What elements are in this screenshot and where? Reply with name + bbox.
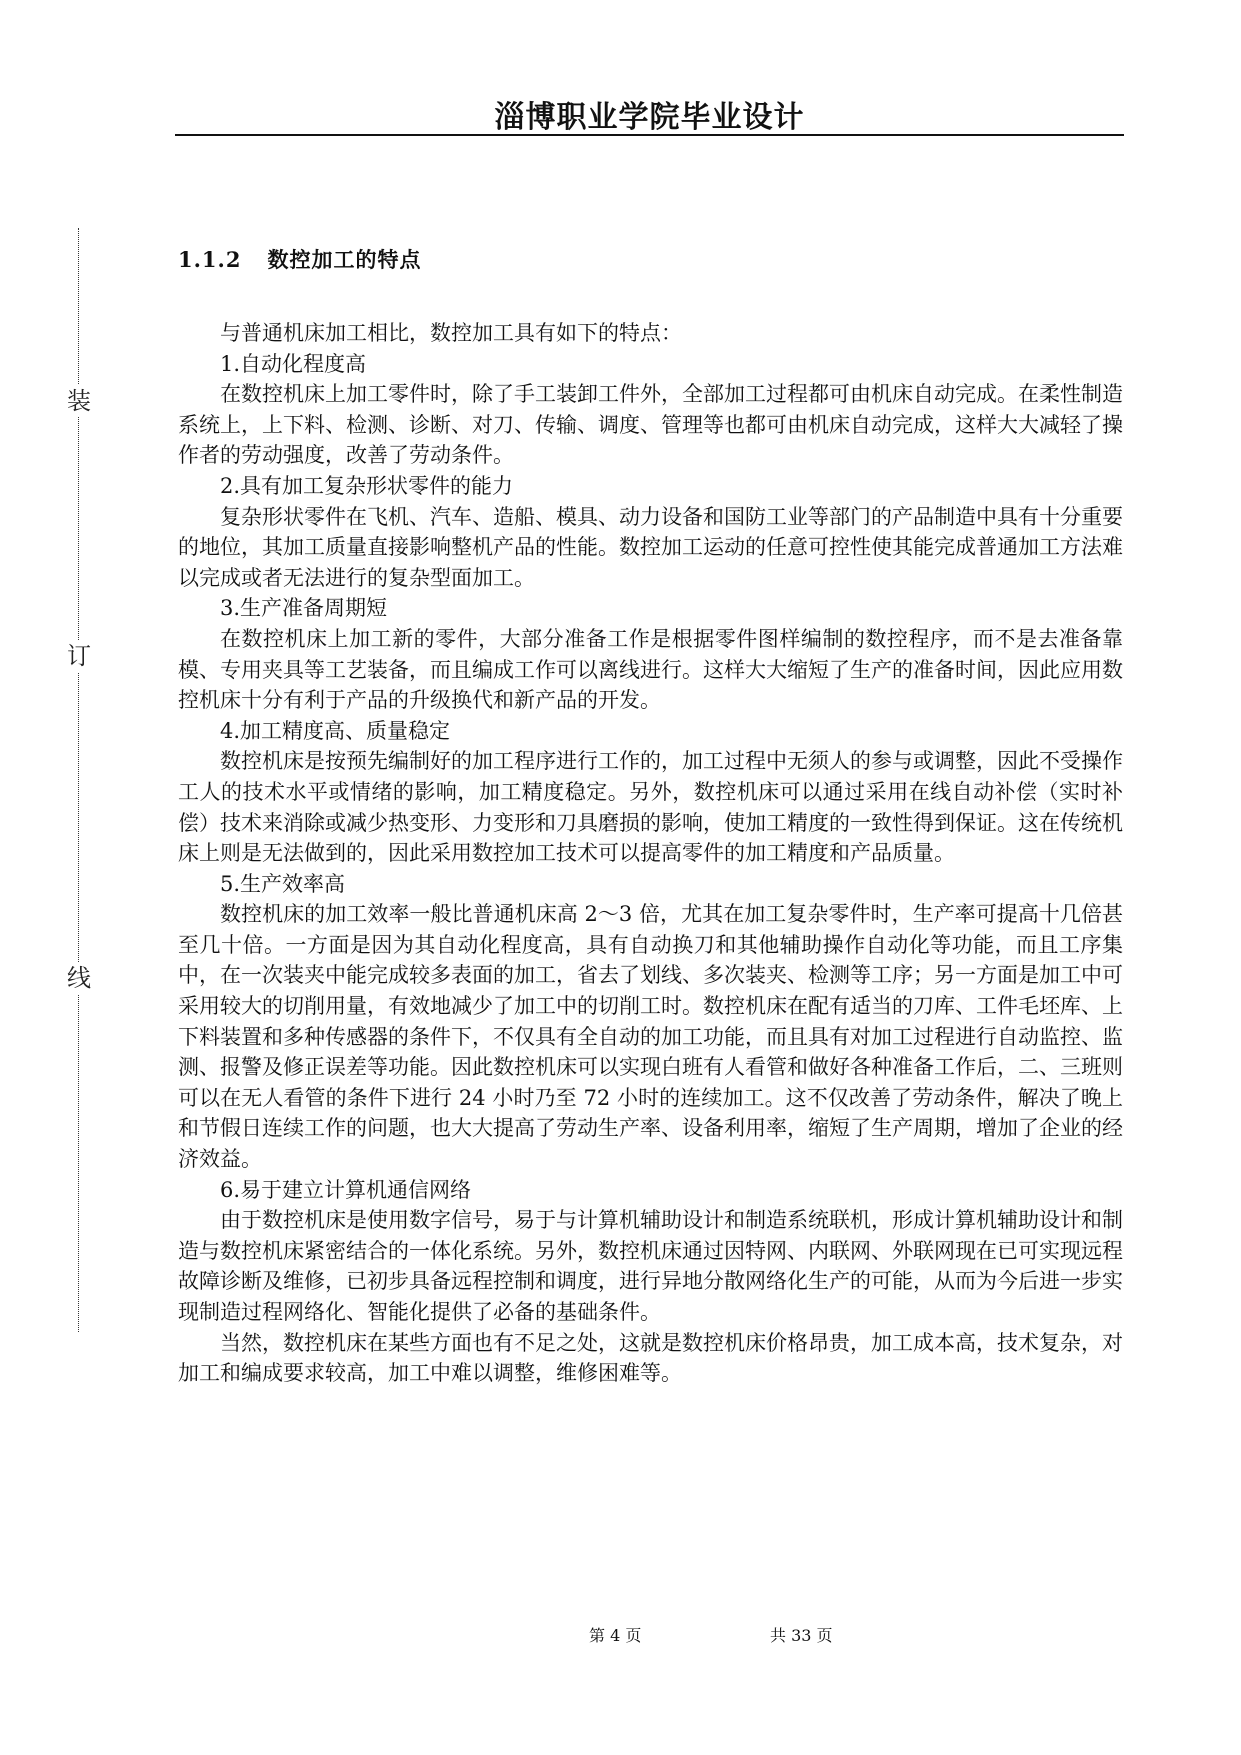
paragraph: 复杂形状零件在飞机、汽车、造船、模具、动力设备和国防工业等部门的产品制造中具有十分重要的地位，其加工质量直接影响整机产品的性能。数控加工运动的任意可控性使其能完成普通加工方法难以完成或者无法进行的复杂型面加工。 xyxy=(178,504,1123,590)
item-heading: 2.具有加工复杂形状零件的能力 xyxy=(220,473,514,498)
intro-paragraph: 与普通机床加工相比，数控加工具有如下的特点： xyxy=(220,321,682,345)
item-heading: 4.加工精度高、质量稳定 xyxy=(220,718,451,743)
body-text xyxy=(178,318,1123,1389)
paragraph: 由于数控机床是使用数字信号，易于与计算机辅助设计和制造系统联机，形成计算机辅助设计和制造与数控机床紧密结合的一体化系统。另外，数控机床通过因特网、内联网、外联网现在已可实现远程故障诊断及维修，已初步具备远程控制和调度，进行异地分散网络化生产的可能，从而为今后进一步实现制造过程网络化、智能化提供了必备的基础条件。 xyxy=(178,1208,1123,1324)
section-heading xyxy=(178,244,421,274)
paragraph: 在数控机床上加工新的零件，大部分准备工作是根据零件图样编制的数控程序，而不是去准备靠模、专用夹具等工艺装备，而且编成工作可以离线进行。这样大大缩短了生产的准备时间，因此应用数控机床十分有利于产品的升级换代和新产品的开发。 xyxy=(178,626,1123,713)
item-heading: 6.易于建立计算机通信网络 xyxy=(220,1177,472,1202)
paragraph: 数控机床的加工效率一般比普通机床高 2～3 倍，尤其在加工复杂零件时，生产率可提高十几倍甚至几十倍。一方面是因为其自动化程度高，具有自动换刀和其他辅助操作自动化等功能，而且工序集中，在一次装夹中能完成较多表面的加工，省去了划线、多次装夹、检测等工序；另一方面是加工中可采用较大的切削用量，有效地减少了加工中的切削工时。数控机床在配有适当的刀库、工件毛坯库、上下料装置和多种传感器的条件下，不仅具有全自动的加工功能，而且具有对加工过程进行自动监控、监测、报警及修正误差等功能。因此数控机床可以实现白班有人看管和做好各种准备工作后，二、三班则可以在无人看管的条件下进行 24 小时乃至 72 小时的连续加工。这不仅改善了劳动条件，解决了晚上和节假日连续工作的问题，也大大提高了劳动生产率、设备利用率，缩短了生产周期，增加了企业的经济效益。 xyxy=(178,902,1123,1172)
page-number: 第 4 页 xyxy=(589,1626,642,1645)
item-heading: 1.自动化程度高 xyxy=(220,351,367,376)
binding-char-ding: 订 xyxy=(67,642,91,670)
binding-char-zhuang: 装 xyxy=(67,387,91,415)
section-title: 数控加工的特点 xyxy=(267,247,422,272)
binding-char-xian: 线 xyxy=(67,964,91,992)
section-number: 1.1.2 xyxy=(178,247,242,272)
item-heading: 5.生产效率高 xyxy=(220,871,346,896)
page-total: 共 33 页 xyxy=(770,1626,833,1645)
closing-paragraph: 当然，数控机床在某些方面也有不足之处，这就是数控机床价格昂贵，加工成本高，技术复杂，对加工和编成要求较高，加工中难以调整，维修困难等。 xyxy=(178,1330,1123,1386)
item-heading: 3.生产准备周期短 xyxy=(220,596,388,621)
header-rule xyxy=(175,134,1124,136)
paragraph: 在数控机床上加工零件时，除了手工装卸工件外，全部加工过程都可由机床自动完成。在柔性制造系统上，上下料、检测、诊断、对刀、传输、调度、管理等也都可由机床自动完成，这样大大减轻了操作者的劳动强度，改善了劳动条件。 xyxy=(178,382,1123,468)
page-header-title: 淄博职业学院毕业设计 xyxy=(494,100,805,135)
paragraph: 数控机床是按预先编制好的加工程序进行工作的，加工过程中无须人的参与或调整，因此不受操作工人的技术水平或情绪的影响，加工精度稳定。另外，数控机床可以通过采用在线自动补偿（实时补偿）技术来消除或减少热变形、力变形和刀具磨损的影响，使加工精度的一致性得到保证。这在传统机床上则是无法做到的，因此采用数控加工技术可以提高零件的加工精度和产品质量。 xyxy=(178,749,1123,866)
